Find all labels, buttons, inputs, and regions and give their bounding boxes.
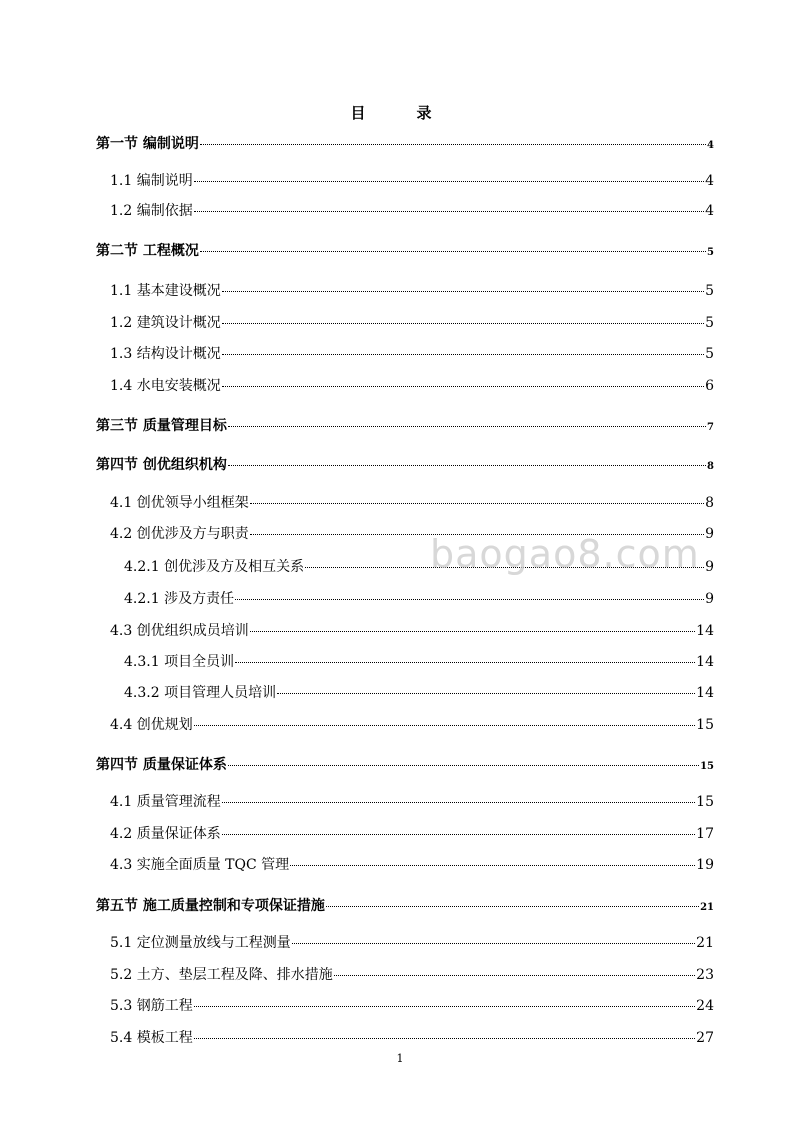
toc-entry-label: 第三节 质量管理目标 bbox=[96, 418, 227, 434]
toc-entry-label: 5.1 定位测量放线与工程测量 bbox=[110, 935, 291, 951]
toc-entry[interactable] bbox=[96, 415, 714, 435]
toc-entry-page-number: 5 bbox=[705, 315, 714, 331]
toc-entry[interactable] bbox=[96, 823, 714, 843]
toc-entry-page-number: 15 bbox=[696, 794, 714, 810]
toc-entry[interactable] bbox=[96, 133, 714, 153]
toc-entry[interactable] bbox=[96, 523, 714, 543]
toc-entry-page-number: 14 bbox=[696, 654, 714, 670]
toc-entry-page-number: 15 bbox=[700, 761, 714, 772]
toc-entry-page-number: 4 bbox=[705, 203, 714, 219]
toc-entry-label: 4.2.1 涉及方责任 bbox=[124, 591, 235, 607]
toc-list bbox=[96, 0, 714, 1132]
toc-entry[interactable] bbox=[96, 492, 714, 512]
toc-entry-label: 4.2 质量保证体系 bbox=[110, 826, 221, 842]
toc-entry-page-number: 6 bbox=[705, 378, 714, 394]
toc-entry[interactable] bbox=[96, 556, 714, 576]
toc-entry-page-number: 5 bbox=[707, 247, 714, 258]
toc-dot-leader bbox=[194, 1006, 695, 1007]
toc-dot-leader bbox=[222, 354, 704, 355]
toc-entry[interactable] bbox=[96, 754, 714, 774]
toc-dot-leader bbox=[222, 291, 704, 292]
toc-dot-leader bbox=[194, 211, 704, 212]
toc-entry[interactable] bbox=[96, 995, 714, 1015]
toc-entry[interactable] bbox=[96, 280, 714, 300]
toc-dot-leader bbox=[250, 534, 704, 535]
toc-dot-leader bbox=[222, 834, 695, 835]
toc-entry[interactable] bbox=[96, 454, 714, 474]
toc-entry-page-number: 15 bbox=[696, 717, 714, 733]
toc-entry-page-number: 9 bbox=[705, 591, 714, 607]
toc-entry-page-number: 17 bbox=[696, 826, 714, 842]
toc-entry[interactable] bbox=[96, 964, 714, 984]
toc-entry[interactable] bbox=[96, 375, 714, 395]
toc-dot-leader bbox=[305, 567, 704, 568]
toc-entry-page-number: 4 bbox=[705, 173, 714, 189]
toc-entry[interactable] bbox=[96, 240, 714, 260]
toc-title: 目 录 bbox=[350, 104, 450, 122]
toc-entry-label: 1.2 编制依据 bbox=[110, 203, 193, 219]
toc-dot-leader bbox=[222, 802, 695, 803]
toc-entry[interactable] bbox=[96, 854, 714, 874]
toc-entry-page-number: 4 bbox=[707, 140, 714, 151]
toc-entry-label: 4.2.1 创优涉及方及相互关系 bbox=[124, 559, 305, 575]
toc-entry-page-number: 9 bbox=[705, 559, 714, 575]
toc-entry-label: 4.3 实施全面质量 TQC 管理 bbox=[110, 857, 290, 873]
toc-entry-page-number: 7 bbox=[707, 422, 714, 433]
toc-entry-page-number: 27 bbox=[696, 1030, 714, 1046]
toc-entry-page-number: 19 bbox=[696, 857, 714, 873]
toc-dot-leader bbox=[228, 765, 699, 766]
toc-entry[interactable] bbox=[96, 1027, 714, 1047]
toc-entry[interactable] bbox=[96, 682, 714, 702]
toc-entry[interactable] bbox=[96, 200, 714, 220]
page-number: 1 bbox=[396, 1052, 404, 1065]
toc-entry-page-number: 8 bbox=[707, 461, 714, 472]
toc-entry-label: 1.3 结构设计概况 bbox=[110, 346, 221, 362]
toc-entry-page-number: 21 bbox=[700, 902, 714, 913]
toc-entry-label: 4.3.2 项目管理人员培训 bbox=[124, 685, 277, 701]
toc-dot-leader bbox=[250, 631, 695, 632]
toc-dot-leader bbox=[250, 503, 704, 504]
toc-entry-page-number: 23 bbox=[696, 967, 714, 983]
toc-entry-label: 第四节 质量保证体系 bbox=[96, 757, 227, 773]
toc-entry[interactable] bbox=[96, 312, 714, 332]
toc-dot-leader bbox=[194, 181, 704, 182]
toc-dot-leader bbox=[194, 725, 695, 726]
toc-dot-leader bbox=[194, 1038, 695, 1039]
toc-dot-leader bbox=[200, 251, 706, 252]
toc-entry[interactable] bbox=[96, 170, 714, 190]
toc-entry-label: 4.4 创优规划 bbox=[110, 717, 193, 733]
toc-entry-label: 4.2 创优涉及方与职责 bbox=[110, 526, 249, 542]
toc-entry[interactable] bbox=[96, 651, 714, 671]
toc-dot-leader bbox=[222, 323, 704, 324]
toc-entry-page-number: 5 bbox=[705, 283, 714, 299]
toc-entry-label: 1.1 基本建设概况 bbox=[110, 283, 221, 299]
toc-dot-leader bbox=[290, 865, 695, 866]
toc-entry-page-number: 14 bbox=[696, 685, 714, 701]
toc-dot-leader bbox=[235, 662, 695, 663]
toc-entry[interactable] bbox=[96, 791, 714, 811]
toc-dot-leader bbox=[277, 693, 695, 694]
toc-entry-label: 第五节 施工质量控制和专项保证措施 bbox=[96, 898, 325, 914]
toc-entry-page-number: 9 bbox=[705, 526, 714, 542]
toc-entry-label: 1.4 水电安装概况 bbox=[110, 378, 221, 394]
toc-entry[interactable] bbox=[96, 588, 714, 608]
toc-entry[interactable] bbox=[96, 620, 714, 640]
toc-entry-page-number: 21 bbox=[696, 935, 714, 951]
toc-dot-leader bbox=[235, 599, 704, 600]
toc-entry-label: 5.3 钢筋工程 bbox=[110, 998, 193, 1014]
toc-entry[interactable] bbox=[96, 343, 714, 363]
toc-dot-leader bbox=[326, 906, 699, 907]
toc-entry-label: 1.1 编制说明 bbox=[110, 173, 193, 189]
toc-entry-label: 第一节 编制说明 bbox=[96, 136, 199, 152]
toc-dot-leader bbox=[228, 426, 706, 427]
toc-dot-leader bbox=[334, 975, 695, 976]
toc-dot-leader bbox=[292, 943, 695, 944]
toc-entry-label: 4.3 创优组织成员培训 bbox=[110, 623, 249, 639]
toc-entry-page-number: 5 bbox=[705, 346, 714, 362]
toc-dot-leader bbox=[200, 144, 706, 145]
toc-entry-label: 4.1 质量管理流程 bbox=[110, 794, 221, 810]
toc-entry-label: 4.3.1 项目全员训 bbox=[124, 654, 235, 670]
toc-entry-label: 第二节 工程概况 bbox=[96, 243, 199, 259]
toc-entry-label: 4.1 创优领导小组框架 bbox=[110, 495, 249, 511]
toc-entry[interactable] bbox=[96, 714, 714, 734]
toc-entry-label: 5.4 模板工程 bbox=[110, 1030, 193, 1046]
watermark: baogao8.com bbox=[430, 532, 700, 576]
toc-dot-leader bbox=[222, 386, 704, 387]
toc-entry-page-number: 8 bbox=[705, 495, 714, 511]
toc-dot-leader bbox=[228, 465, 706, 466]
toc-entry-label: 5.2 土方、垫层工程及降、排水措施 bbox=[110, 967, 333, 983]
toc-entry-label: 第四节 创优组织机构 bbox=[96, 457, 227, 473]
toc-entry-page-number: 24 bbox=[696, 998, 714, 1014]
toc-entry[interactable] bbox=[96, 932, 714, 952]
toc-entry-page-number: 14 bbox=[696, 623, 714, 639]
toc-entry-label: 1.2 建筑设计概况 bbox=[110, 315, 221, 331]
toc-entry[interactable] bbox=[96, 895, 714, 915]
